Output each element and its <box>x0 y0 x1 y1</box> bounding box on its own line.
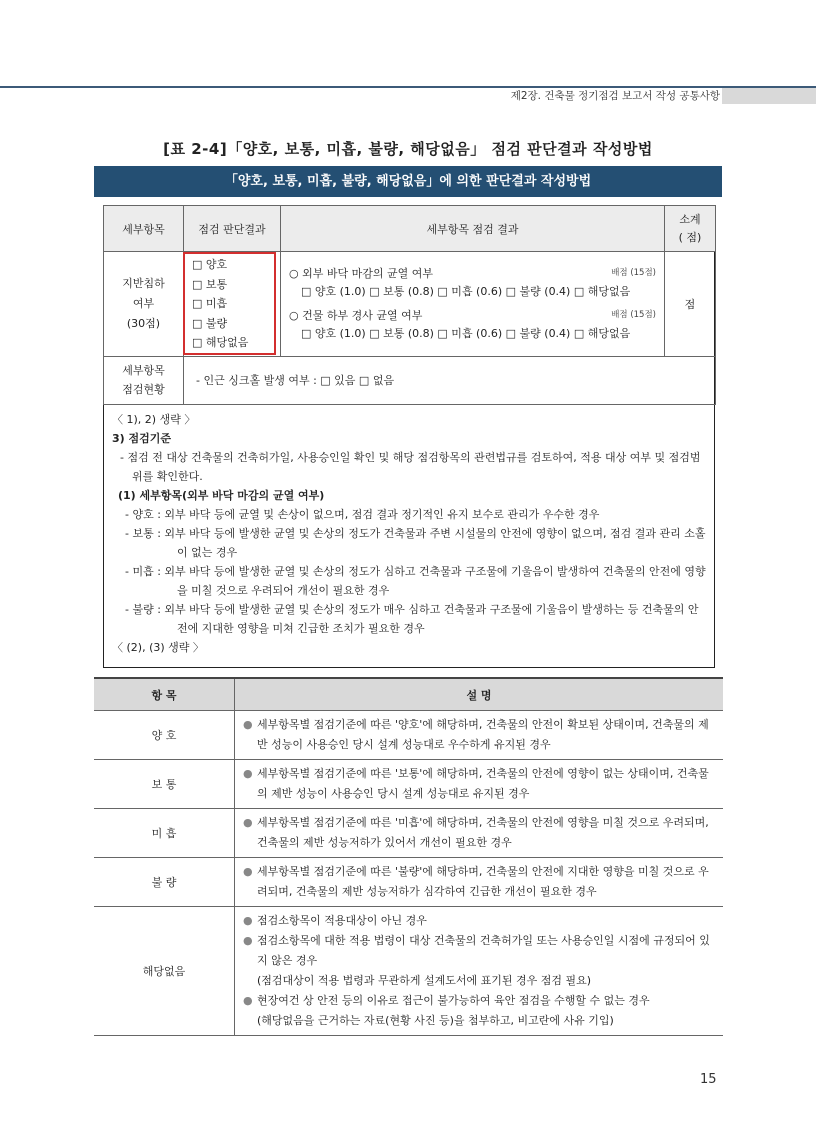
table-row <box>94 907 723 1036</box>
bullet-icon: ● <box>243 994 253 1007</box>
header-item-results: 세부항목 점검 결과 <box>281 206 665 252</box>
criteria-poor: - 미흡 : 외부 바닥 등에 발생한 균열 및 손상의 정도가 심하고 건축물과 구조물에 기울음이 발생하여 건축물의 안전에 영향을 미칠 것으로 우려되어 개선이 필요한 경우 <box>125 565 706 597</box>
header-item: 항 목 <box>94 678 235 711</box>
row-label <box>104 252 184 357</box>
item1-title: ○ 외부 바닥 마감의 균열 여부 <box>289 266 433 280</box>
score-cell: 점 <box>665 252 716 357</box>
check-na[interactable]: □ 해당없음 <box>192 336 249 349</box>
bullet-icon: ● <box>243 914 253 927</box>
status-row <box>104 356 716 404</box>
description-note: (점검대상이 적용 법령과 무관하게 설계도서에 표기된 경우 점검 필요) <box>257 974 592 987</box>
chapter-tab <box>722 88 816 104</box>
row-description <box>235 809 724 858</box>
item2-options[interactable]: □ 양호 (1.0) □ 보통 (0.8) □ 미흡 (0.6) □ 불량 (0.4) □ 해당없음 <box>301 326 631 340</box>
description-text: 세부항목별 점검기준에 따른 '양호'에 해당하며, 건축물의 안전이 확보된 상태이며, 건축물의 제반 성능이 사용승인 당시 설계 성능대로 우수하게 유지된 경우 <box>257 718 709 751</box>
check-good[interactable]: □ 양호 <box>192 258 228 271</box>
status-label-line2: 점검현황 <box>122 383 165 396</box>
description-text: 점검소항목에 대한 적용 법령이 대상 건축물의 건축허가일 또는 사용승인일 시점에 규정되어 있지 않은 경우 <box>257 934 710 967</box>
bullet-icon: ● <box>243 767 253 780</box>
table-row <box>94 858 723 907</box>
check-normal[interactable]: □ 보통 <box>192 277 228 291</box>
table-row <box>94 711 723 760</box>
criteria-normal: - 보통 : 외부 바닥 등에 발생한 균열 및 손상의 정도가 건축물과 주변 시설물의 안전에 영향이 없으며, 점검 결과 관리 소홀이 없는 경우 <box>125 527 706 559</box>
definition-header-row <box>94 678 723 711</box>
table-row <box>94 809 723 858</box>
page-number: 15 <box>700 1072 717 1087</box>
description-note: (해당없음을 근거하는 자료(현황 사진 등)을 첨부하고, 비고란에 사유 기입) <box>257 1014 614 1027</box>
table-title: [표 2-4]「양호, 보통, 미흡, 불량, 해당없음」 점검 판단결과 작성방법 <box>163 140 653 158</box>
row-label: 보 통 <box>94 760 235 809</box>
description-text: 세부항목별 점검기준에 따른 '미흡'에 해당하며, 건축물의 안전에 영향을 미칠 것으로 우려되며, 건축물의 제반 성능저하가 있어서 개선이 필요한 경우 <box>257 816 709 849</box>
omit-note-2: 〈 (2), (3) 생략 〉 <box>112 641 204 654</box>
item1-options[interactable]: □ 양호 (1.0) □ 보통 (0.8) □ 미흡 (0.6) □ 불량 (0.4) □ 해당없음 <box>301 284 631 298</box>
status-label-line1: 세부항목 <box>122 364 165 377</box>
row-label: 양 호 <box>94 711 235 760</box>
row-label: 불 량 <box>94 858 235 907</box>
highlight-box <box>183 252 276 355</box>
row-label: 해당없음 <box>94 907 235 1036</box>
bullet-icon: ● <box>243 718 253 731</box>
check-bad[interactable]: □ 불량 <box>192 316 228 330</box>
checklist-header-row <box>104 206 716 252</box>
criteria-good: - 양호 : 외부 바닥 등에 균열 및 손상이 없으며, 점검 결과 정기적인 유지 보수로 관리가 우수한 경우 <box>125 508 600 521</box>
bullet-icon: ● <box>243 865 253 878</box>
header-result: 점검 판단결과 <box>184 206 281 252</box>
item-results <box>281 252 665 357</box>
subtotal-label: 소계 <box>679 212 701 226</box>
description-text: 점검소항목이 적용대상이 아닌 경우 <box>257 914 427 927</box>
table-row <box>94 760 723 809</box>
criteria-subheading: (1) 세부항목(외부 바닥 마감의 균열 여부) <box>118 489 325 502</box>
item2-points: 배점 (15점) <box>611 309 656 320</box>
item1 <box>289 265 656 282</box>
description-text: 현장여건 상 안전 등의 이유로 접근이 불가능하여 육안 점검을 수행할 수 없는 경우 <box>257 994 650 1007</box>
row-label: 미 흡 <box>94 809 235 858</box>
header-sub-item: 세부항목 <box>104 206 184 252</box>
omit-note-1: 〈 1), 2) 생략 〉 <box>112 413 196 426</box>
item2-title: ○ 건물 하부 경사 균열 여부 <box>289 308 423 322</box>
status-label <box>104 356 184 404</box>
status-text: - 인근 싱크홀 발생 여부 : □ 있음 □ 없음 <box>184 356 716 404</box>
criteria-section <box>112 410 708 657</box>
row-label-line3: (30점) <box>126 316 161 330</box>
criteria-bad: - 불량 : 외부 바닥 등에 발생한 균열 및 손상의 정도가 매우 심하고 건축물과 구조물에 기울음이 발생하는 등 건축물의 안전에 지대한 영향을 미쳐 긴급한 조치가 필요한 경우 <box>125 603 699 635</box>
criteria-heading: 3) 점검기준 <box>112 432 172 445</box>
chapter-header: 제2장. 건축물 정기점검 보고서 작성 공통사항 <box>510 90 720 102</box>
header-subtotal <box>665 206 716 252</box>
item2 <box>289 307 656 324</box>
banner: 「양호, 보통, 미흡, 불량, 해당없음」에 의한 판단결과 작성방법 <box>94 166 722 197</box>
row-description <box>235 760 724 809</box>
row-label-line2: 여부 <box>132 296 155 310</box>
subtotal-unit: ( 점) <box>678 230 702 244</box>
row-description <box>235 711 724 760</box>
item1-points: 배점 (15점) <box>611 267 656 278</box>
criteria-line: - 점검 전 대상 건축물의 건축허가일, 사용승인일 확인 및 해당 점검항목의 관련법규를 검토하여, 적용 대상 여부 및 점검범위를 확인한다. <box>120 451 701 483</box>
definition-table <box>94 677 723 1036</box>
header-description: 설 명 <box>235 678 724 711</box>
row-label-line1: 지반침하 <box>122 276 165 290</box>
bullet-icon: ● <box>243 816 253 829</box>
row-description <box>235 858 724 907</box>
description-text: 세부항목별 점검기준에 따른 '불량'에 해당하며, 건축물의 안전에 지대한 영향을 미칠 것으로 우려되며, 건축물의 제반 성능저하가 심각하여 긴급한 개선이 필요한 경우 <box>257 865 709 898</box>
description-text: 세부항목별 점검기준에 따른 '보통'에 해당하며, 건축물의 안전에 영향이 없는 상태이며, 건축물의 제반 성능이 사용승인 당시 설계 성능대로 유지된 경우 <box>257 767 709 800</box>
row-description <box>235 907 724 1036</box>
check-poor[interactable]: □ 미흡 <box>192 297 228 310</box>
bullet-icon: ● <box>243 934 253 947</box>
